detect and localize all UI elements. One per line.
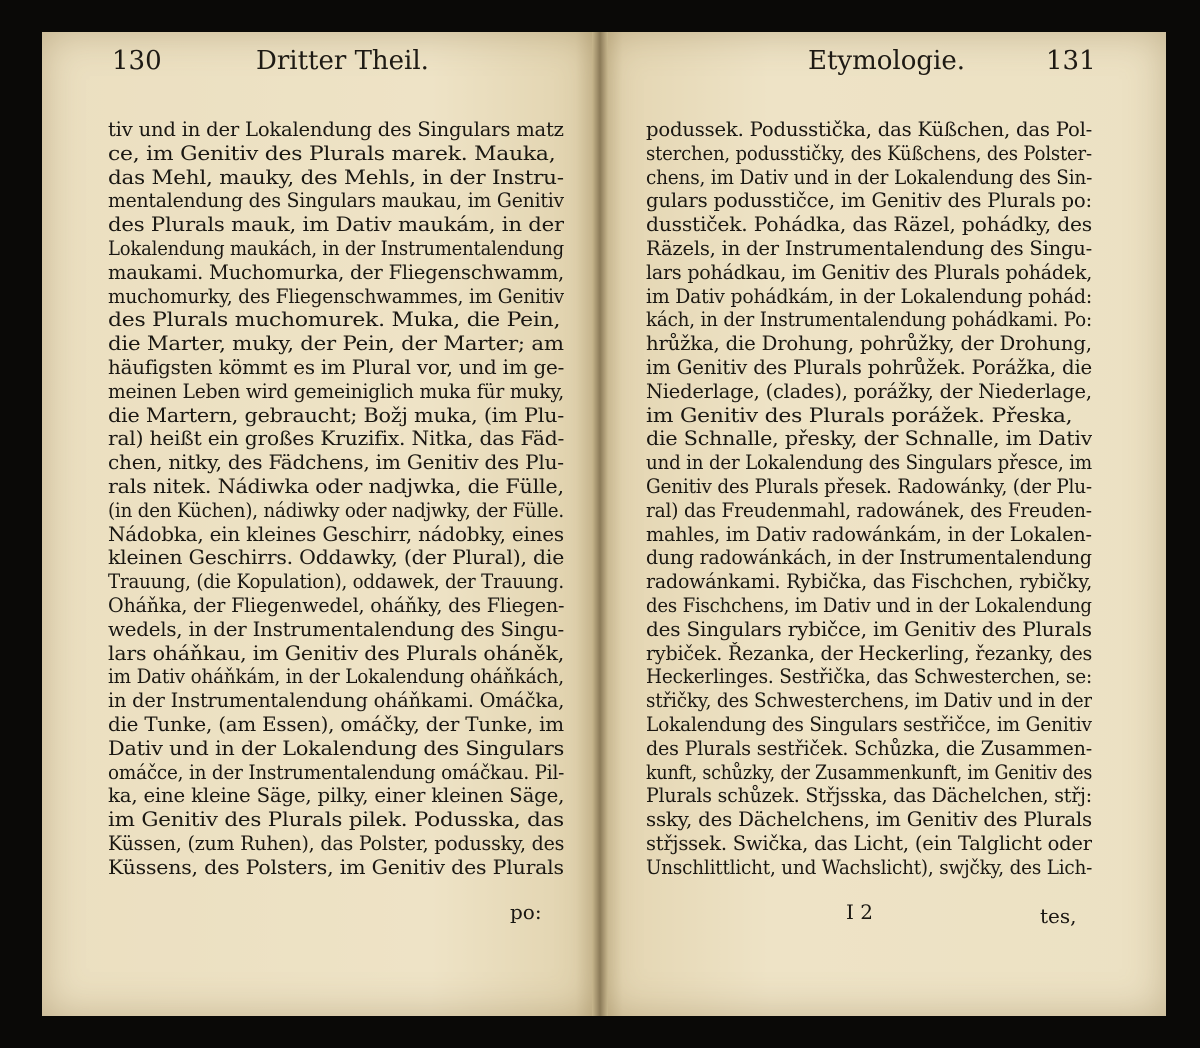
text-line: Küssens, des Polsters, im Genitiv des Plurals [108, 855, 564, 879]
text-line: hrůžka, die Drohung, pohrůžky, der Drohung, [646, 332, 1092, 356]
text-line: ssky, des Dächelchens, im Genitiv des Plurals [646, 808, 1092, 832]
text-line: meinen Leben wird gemeiniglich muka für muky, [108, 379, 564, 403]
text-line: des Plurals muchomurek. Muka, die Pein, [108, 308, 561, 332]
text-line: mahles, im Dativ radowánkám, in der Lokalen- [646, 522, 1092, 546]
text-line: Heckerlinges. Sestřička, das Schwesterchen, se: [646, 665, 1092, 689]
text-line: rybiček. Řezanka, der Heckerling, řezanky, des [646, 641, 1092, 665]
text-line: des Plurals sestřiček. Schůzka, die Zusammen- [646, 736, 1092, 760]
text-line: kleinen Geschirrs. Oddawky, (der Plural), die [108, 546, 564, 570]
text-line: Lokalendung maukách, in der Instrumentalendung [108, 236, 564, 260]
text-line: střičky, des Schwesterchens, im Dativ und in der [646, 689, 1092, 713]
text-line: dung radowánkách, in der Instrumentalendung [646, 546, 1092, 570]
text-line: (in den Küchen), nádiwky oder nadjwky, der Fülle. [108, 498, 564, 522]
text-line: tiv und in der Lokalendung des Singulars matz [108, 118, 564, 141]
text-line: Räzels, in der Instrumentalendung des Singu- [646, 236, 1092, 260]
text-line: Lokalendung des Singulars sestřičce, im Genitiv [646, 712, 1092, 736]
text-line: ka, eine kleine Säge, pilky, einer kleinen Säge, [108, 784, 564, 808]
text-line: die Schnalle, přesky, der Schnalle, im Dativ [646, 427, 1092, 451]
text-line: im Dativ pohádkám, in der Lokalendung pohád: [646, 284, 1092, 308]
text-line: omáčce, in der Instrumentalendung omáčkau. Pil- [108, 760, 564, 784]
text-line: ce, im Genitiv des Plurals marek. Mauka, [108, 141, 556, 165]
text-line: in der Instrumentalendung oháňkami. Omáčka, [108, 689, 564, 713]
right-catchword: tes, [1040, 904, 1077, 928]
text-line: das Mehl, mauky, des Mehls, in der Instru- [108, 165, 564, 189]
text-line: střjssek. Swička, das Licht, (ein Talglicht oder [646, 831, 1092, 855]
text-line: Niederlage, (clades), porážky, der Niederlage, [646, 379, 1092, 403]
text-line: dusstiček. Pohádka, das Räzel, pohádky, des [646, 213, 1092, 237]
left-catchword: po: [510, 900, 542, 924]
right-signature-mark: I 2 [846, 900, 873, 924]
text-line: im Genitiv des Plurals porážek. Přeska, [646, 403, 1073, 427]
right-running-head: Etymologie. [808, 46, 966, 76]
text-line: gulars podusstičce, im Genitiv des Plurals po: [646, 189, 1092, 213]
text-line: die Martern, gebraucht; Božj muka, (im Plu- [108, 403, 564, 427]
text-line: und in der Lokalendung des Singulars přesce, im [646, 451, 1092, 475]
text-line: die Tunke, (am Essen), omáčky, der Tunke, im [108, 712, 564, 736]
text-line: Plurals schůzek. Střjsska, das Dächelchen, střj: [646, 784, 1092, 808]
text-line: im Genitiv des Plurals pohrůžek. Porážka, die [646, 355, 1092, 379]
right-body-text [646, 118, 1092, 880]
text-line: mentalendung des Singulars maukau, im Genitiv [108, 189, 564, 213]
right-page-number: 131 [1046, 46, 1096, 76]
text-line: Nádobka, ein kleines Geschirr, nádobky, eines [108, 522, 564, 546]
text-line: rals nitek. Nádiwka oder nadjwka, die Fülle, [108, 474, 564, 498]
left-running-head: Dritter Theil. [256, 46, 429, 76]
text-line: ral) heißt ein großes Kruzifix. Nitka, das Fäd- [108, 427, 564, 451]
text-line: häufigsten kömmt es im Plural vor, und im ge- [108, 355, 564, 379]
text-line: lars oháňkau, im Genitiv des Plurals oháněk, [108, 641, 564, 665]
text-line: ral) das Freudenmahl, radowánek, des Freuden- [646, 498, 1092, 522]
text-line: Küssen, (zum Ruhen), das Polster, podussky, des [108, 831, 564, 855]
left-body-text [108, 118, 564, 880]
text-line: im Dativ oháňkám, in der Lokalendung oháňkách, [108, 665, 564, 689]
text-line: radowánkami. Rybička, das Fischchen, rybičky, [646, 570, 1092, 594]
text-line: chen, nitky, des Fädchens, im Genitiv des Plu- [108, 451, 564, 475]
text-line: des Plurals mauk, im Dativ maukám, in der [108, 213, 564, 237]
text-line: kunft, schůzky, der Zusammenkunft, im Genitiv des [646, 760, 1092, 784]
text-line: des Fischchens, im Dativ und in der Lokalendung [646, 593, 1092, 617]
text-line: wedels, in der Instrumentalendung des Singu- [108, 617, 564, 641]
text-line: chens, im Dativ und in der Lokalendung des Sin- [646, 165, 1092, 189]
text-line: maukami. Muchomurka, der Fliegenschwamm, [108, 260, 564, 284]
text-line: Dativ und in der Lokalendung des Singulars [108, 736, 564, 760]
left-page-number: 130 [112, 46, 162, 76]
text-line: Genitiv des Plurals přesek. Radowánky, (der Plu- [646, 474, 1092, 498]
text-line: kách, in der Instrumentalendung pohádkami. Po: [646, 308, 1092, 332]
text-line: sterchen, podusstičky, des Küßchens, des Polster- [646, 141, 1092, 165]
text-line: Trauung, (die Kopulation), oddawek, der Trauung. [108, 570, 564, 594]
text-line: im Genitiv des Plurals pilek. Podusska, das [108, 808, 564, 832]
text-line: Oháňka, der Fliegenwedel, oháňky, des Fliegen- [108, 593, 564, 617]
text-line: podussek. Podusstička, das Küßchen, das Pol- [646, 118, 1092, 141]
text-line: die Marter, muky, der Pein, der Marter; am [108, 332, 564, 356]
text-line: lars pohádkau, im Genitiv des Plurals pohádek, [646, 260, 1092, 284]
text-line: des Singulars rybičce, im Genitiv des Plurals [646, 617, 1092, 641]
text-line: muchomurky, des Fliegenschwammes, im Genitiv [108, 284, 564, 308]
text-line: Unschlittlicht, und Wachslicht), swjčky, des Lich- [646, 855, 1092, 879]
book-gutter [592, 32, 608, 1016]
